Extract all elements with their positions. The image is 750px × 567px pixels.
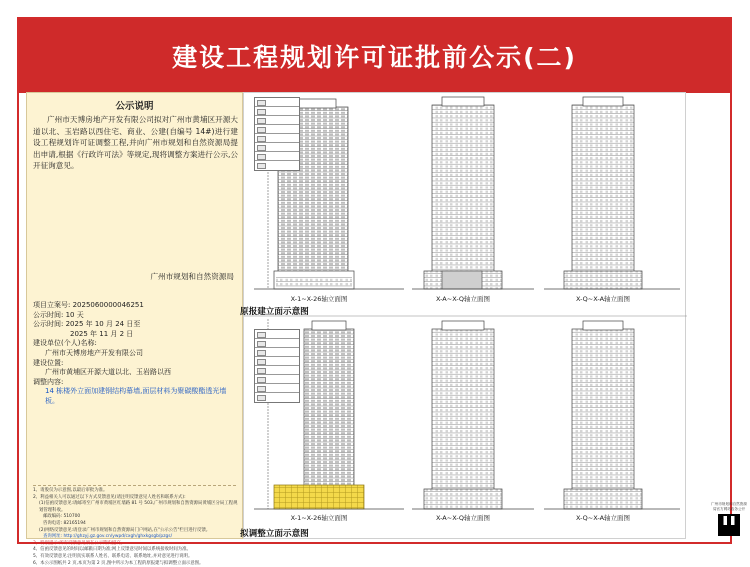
legend-row [255, 116, 299, 125]
notice-dates [33, 320, 238, 330]
adjusted-section-label: 拟调整立面示意图 [240, 529, 309, 539]
note-item: 邮政编码: 510700 [43, 514, 81, 520]
elevation-title: X-1~X-26轴立面图 [290, 295, 348, 303]
elevation-title: X-1~X-26轴立面图 [290, 514, 348, 522]
note-item: (1)信函反馈意见:请邮寄至广州市黄埔区红墙路 81 号 503,广州市规划和自然资源局黄埔区分局工程规划管理科收。 [39, 501, 238, 513]
note-item: 6、本公示图纸共 2 页,本页为第 2 页,图中所示为本工程的原报建与拟调整立面示意图。 [33, 560, 204, 566]
legend-row [255, 152, 299, 161]
project-number: 项目立案号: 2025060000046251 [33, 301, 144, 309]
legend-row [255, 339, 299, 348]
notice-body: 广州市天博房地产开发有限公司拟对广州市黄埔区开源大道以北、玉岩路以西住宅、商业、公建(自编号 14#)进行建设工程规划许可证调整工程,并向广州市规划和自然资源局提出申请,根据《行政许可法》等规定,现将调整方案进行公示,公开征询意见。 [33, 115, 238, 171]
elevation-title: X-Q~X-A轴立面图 [575, 514, 631, 522]
legend-row [255, 393, 299, 402]
note-link[interactable]: 查询网址: http://ghzyj.gz.gov.cn/ywpd/cxgh/ghxkgsgb/pzgs/ [43, 534, 173, 540]
notice-panel [26, 92, 243, 566]
legend-row [255, 125, 299, 134]
elevation-title: X-Q~X-A轴立面图 [575, 295, 631, 303]
legend-row [255, 375, 299, 384]
notice-period: 公示时间: 10 天 [33, 310, 84, 319]
notice-end-date: 2025 年 11 月 2 日 [70, 329, 134, 338]
qr-code-icon[interactable] [718, 514, 740, 536]
elevation-title: X-A~X-Q轴立面图 [435, 514, 491, 522]
project-info [33, 301, 238, 407]
note-item: 2、利益相关人可以通过以下方式反馈意见(请注明反馈意见人姓名和联系方式): [33, 494, 186, 500]
change-value: 14 栋楼外立面加建钢结构幕墙,面层材料为聚碳酸酯透光墙板。 [45, 387, 227, 405]
notice-dates-label: 公示时间: [33, 320, 66, 329]
note-item: 5、有效反馈意见:注明真实联系人姓名、联系电话、联系地址,并对意见进行说明。 [33, 553, 193, 559]
notice-start-date: 2025 年 10 月 24 日至 [65, 320, 141, 329]
legend-row [255, 143, 299, 152]
page-title: 建设工程规划许可证批前公示(二) [172, 43, 577, 72]
change-label: 调整内容: [33, 377, 64, 386]
legend-row [255, 384, 299, 393]
legend-row [255, 366, 299, 375]
location-value: 广州市黄埔区开源大道以北、玉岩路以西 [45, 368, 171, 377]
legend-row [255, 348, 299, 357]
divider [33, 485, 236, 486]
legend-top [254, 97, 300, 171]
legend-row [255, 98, 299, 107]
notice-title: 公示说明 [115, 101, 154, 112]
builder-label: 建设单位(个人)名称: [33, 339, 97, 348]
original-elevation-2 [412, 97, 534, 289]
note-item: 3、特别提示:所有反馈意见须在公示期内提交。 [33, 540, 126, 546]
legend-row [255, 161, 299, 170]
adjusted-elevation-3 [544, 321, 680, 509]
header-banner [19, 19, 730, 93]
notes-list [33, 488, 240, 567]
qr-block [709, 502, 749, 558]
note-item: 咨询电话: 82165194 [43, 520, 86, 526]
legend-row [255, 107, 299, 116]
notice-authority: 广州市规划和自然资源局 [150, 272, 234, 281]
note-item: 4、信函反馈意见的时间以邮戳日期为准;网上反馈意见时间以系统接收时间为准。 [33, 547, 191, 553]
qr-caption-2: 局官方网站政务公开 [712, 507, 746, 511]
original-elevation-3 [544, 97, 680, 289]
elevation-drawings [244, 93, 687, 540]
location-label: 建设位置: [33, 358, 64, 367]
qr-caption-1: 广州市规划和自然资源 [711, 502, 747, 506]
drawings-panel [240, 92, 686, 539]
adjusted-elevation-2 [412, 321, 534, 509]
legend-row [255, 357, 299, 366]
elevation-title: X-A~X-Q轴立面图 [435, 295, 491, 303]
note-item: 1、请股仅为示意图,以最后审批为准。 [33, 488, 108, 493]
note-item: (2)网络反馈意见:请登录广州市规划和自然资源局门户网站,在"公示公告"栏目进行反馈。 [39, 527, 211, 533]
legend-bottom [254, 329, 300, 403]
builder-name: 广州市天博房地产开发有限公司 [45, 348, 143, 357]
original-section-label: 原报建立面示意图 [240, 307, 309, 317]
legend-row [255, 330, 299, 339]
legend-row [255, 134, 299, 143]
